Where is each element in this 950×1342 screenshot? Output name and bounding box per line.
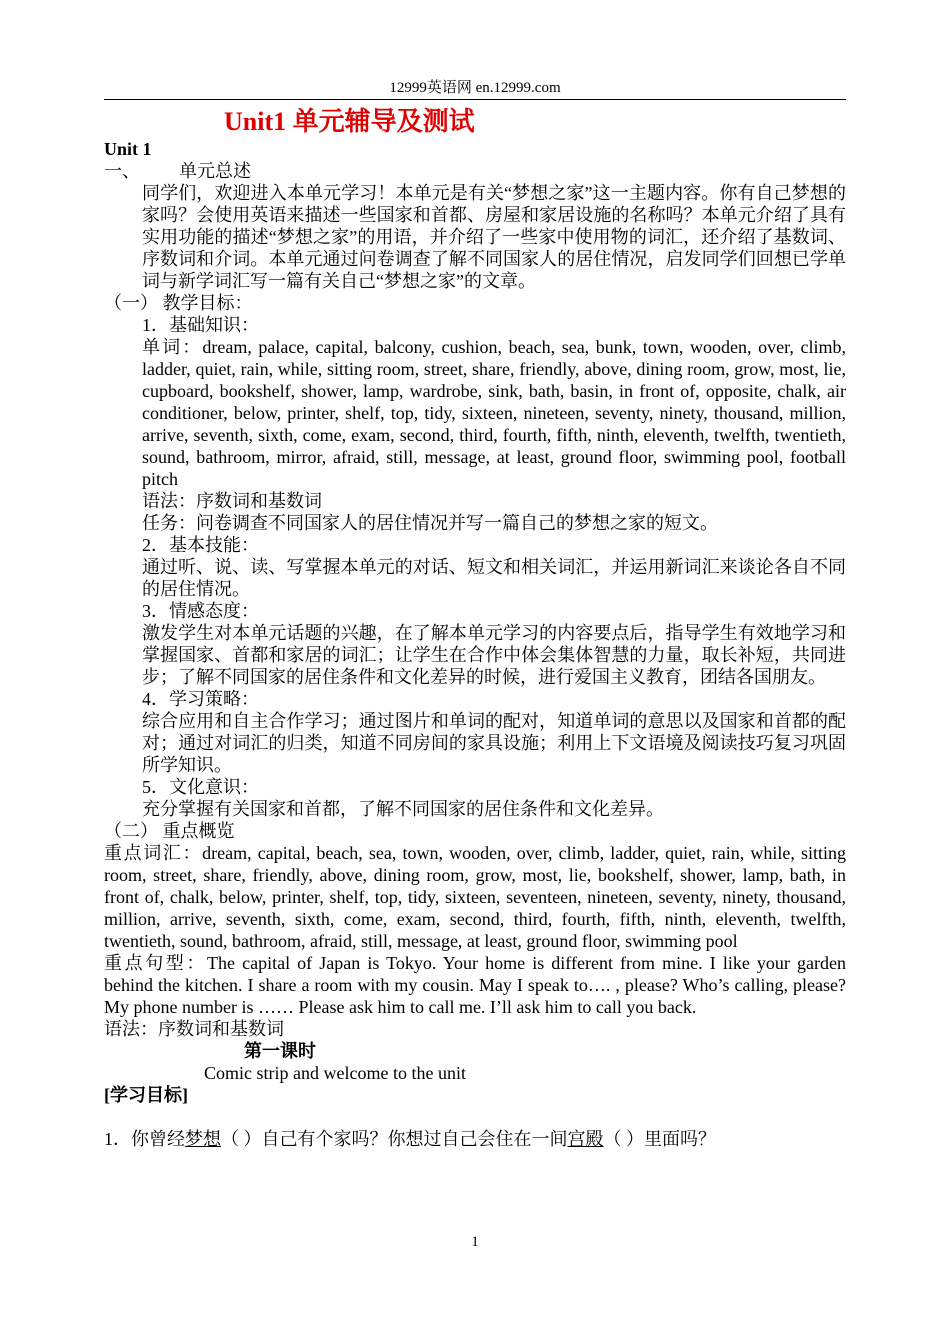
goal-5-text: 充分掌握有关国家和首都，了解不同国家的居住条件和文化差异。	[142, 799, 664, 819]
section-heading	[104, 160, 846, 182]
page-header: 12999英语网 en.12999.com	[389, 80, 561, 96]
question-1	[104, 1128, 846, 1150]
unit-label: Unit 1	[104, 139, 152, 159]
goal-5-title: 5．文化意识：	[142, 777, 259, 797]
overview-paragraph: 同学们，欢迎进入本单元学习！本单元是有关“梦想之家”这一主题内容。你有自己梦想的家吗？会使用英语来描述一些国家和首都、房屋和家居设施的名称吗？本单元介绍了具有实用功能的描述“梦想之家”的用语，并介绍了一些家中使用物的词汇，还介绍了基数词、序数词和介词。本单元通过问卷调查了解不同国家人的居住情况，启发同学们回想已学单词与新学词汇写一篇有关自己“梦想之家”的文章。	[142, 183, 846, 291]
subsection-overview: （二） 重点概览	[104, 821, 235, 841]
subsection-goals: （一） 教学目标：	[104, 293, 253, 313]
key-sentences: 重点句型：The capital of Japan is Tokyo. Your home is different from mine. I like your garden behind the kitchen. I share a room with my cousin. May I speak to…. , please? Who’s calling, please? My phone number is …… Please ask him to call me. I’ll ask him to call you back.	[104, 953, 846, 1017]
goal-4-title: 4．学习策略：	[142, 689, 259, 709]
goal-3-text: 激发学生对本单元话题的兴趣，在了解本单元学习的内容要点后，指导学生有效地学习和掌握国家、首都和家居的词汇；让学生在合作中体会集体智慧的力量，取长补短，共同进步；了解不同国家的居住条件和文化差异的时候，进行爱国主义教育，团结各国朋友。	[142, 623, 846, 687]
header-rule	[104, 99, 846, 100]
question-1-keyword-dream: 梦想	[185, 1129, 221, 1149]
goal-1-task: 任务：问卷调查不同国家人的居住情况并写一篇自己的梦想之家的短文。	[142, 513, 718, 533]
goal-1-grammar: 语法：序数词和基数词	[142, 491, 322, 511]
goal-1-title: 1．基础知识：	[142, 315, 259, 335]
goal-2-title: 2．基本技能：	[142, 535, 259, 555]
goal-3-title: 3．情感态度：	[142, 601, 259, 621]
goal-2-text: 通过听、说、读、写掌握本单元的对话、短文和相关词汇，并运用新词汇来谈论各自不同的居住情况。	[142, 557, 846, 599]
objectives-label: [学习目标]	[104, 1085, 188, 1105]
section-label: 单元总述	[179, 161, 251, 181]
page-number: 1	[471, 1234, 479, 1250]
document-title: Unit1 单元辅导及测试	[224, 107, 475, 136]
blank-line	[104, 1106, 846, 1128]
question-1-part-c: （ ）自己有个家吗？你想过自己会住在一间	[221, 1129, 568, 1149]
goal-1-words: 单词：dream, palace, capital, balcony, cushion, beach, sea, bunk, town, wooden, over, climb, ladder, quiet, rain, while, sitting room, street, share, friendly, above, dining room, grow, most, lie, cupboard, bookshelf, shower, lamp, wardrobe, sink, bath, basin, in front of, opposite, chalk, air conditioner, below, printer, shelf, top, tidy, sixteen, nineteen, seventy, ninety, thousand, million, arrive, seventh, sixth, come, exam, second, third, fourth, fifth, ninth, eleventh, twelfth, twentieth, sound, bathroom, mirror, afraid, still, message, at least, ground floor, swimming pool, football pitch	[142, 337, 846, 489]
lesson-title: 第一课时	[244, 1041, 316, 1061]
question-1-part-e: （ ）里面吗？	[603, 1129, 716, 1149]
key-words: 重点词汇：dream, capital, beach, sea, town, wooden, over, climb, ladder, quiet, rain, while, sitting room, street, share, friendly, above, dining room, grow, most, lie, bookshelf, shower, lamp, bath, in front of, chalk, below, printer, shelf, top, tidy, sixteen, seventeen, nineteen, seventy, ninety, thousand, million, arrive, seventh, sixth, come, exam, second, third, fourth, fifth, ninth, eleventh, twelfth, twentieth, sound, bathroom, afraid, still, message, at least, ground floor, swimming pool	[104, 843, 846, 951]
goal-4-text: 综合应用和自主合作学习；通过图片和单词的配对，知道单词的意思以及国家和首都的配对；通过对词汇的归类，知道不同房间的家具设施；利用上下文语境及阅读技巧复习巩固所学知识。	[142, 711, 846, 775]
key-grammar: 语法：序数词和基数词	[104, 1019, 284, 1039]
document-body	[104, 138, 846, 1150]
question-1-keyword-palace: 宫殿	[567, 1129, 604, 1149]
section-number: 一、	[104, 161, 140, 181]
question-1-part-a: 1．你曾经	[104, 1129, 185, 1149]
lesson-subtitle: Comic strip and welcome to the unit	[204, 1063, 466, 1083]
